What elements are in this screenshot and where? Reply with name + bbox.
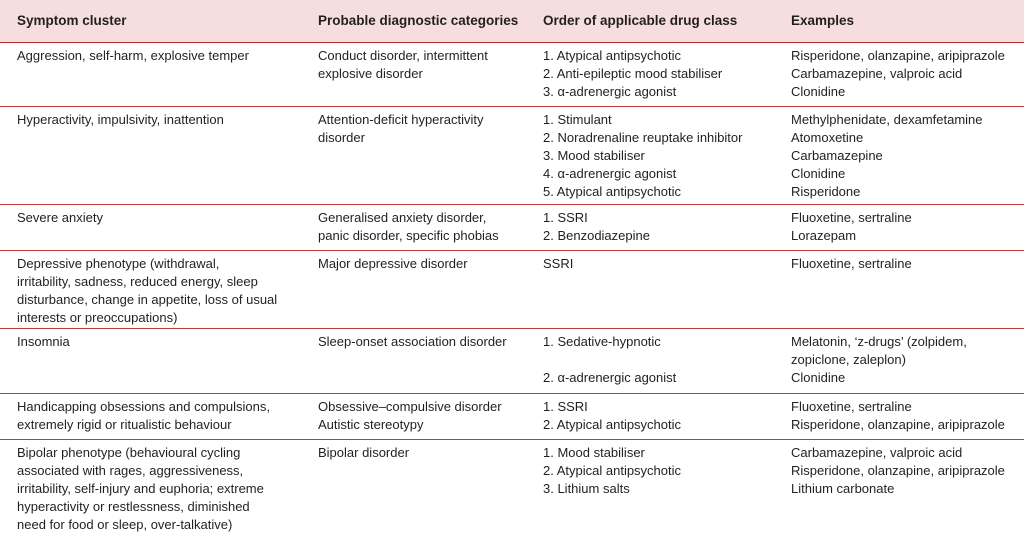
cell-line: Risperidone, olanzapine, aripiprazole: [791, 47, 1018, 65]
cell-line: Clonidine: [791, 165, 1018, 183]
diagnosis-cell: [301, 43, 526, 107]
cell-line: 1. Stimulant: [543, 111, 768, 129]
cell-line: need for food or sleep, over-talkative): [17, 516, 295, 534]
cell-line: disorder: [318, 129, 520, 147]
cell-line: 3. Lithium salts: [543, 480, 768, 498]
cell-line: 1. SSRI: [543, 398, 768, 416]
cell-line: irritability, self-injury and euphoria; extreme: [17, 480, 295, 498]
cell-line: Attention-deficit hyperactivity: [318, 111, 520, 129]
examples-cell: [774, 107, 1024, 205]
cell-line: Methylphenidate, dexamfetamine: [791, 111, 1018, 129]
cell-line: 2. α-adrenergic agonist: [543, 369, 768, 387]
examples-cell: [774, 440, 1024, 538]
cell-line: Severe anxiety: [17, 209, 295, 227]
cell-line: 2. Atypical antipsychotic: [543, 416, 768, 434]
drug-class-cell: [526, 43, 774, 107]
header-symptom-cluster: Symptom cluster: [0, 0, 301, 43]
table-row: [0, 394, 1024, 440]
table-row: [0, 43, 1024, 107]
symptom-cell: [0, 107, 301, 205]
cell-line: 3. Mood stabiliser: [543, 147, 768, 165]
cell-line: irritability, sadness, reduced energy, sleep: [17, 273, 295, 291]
line-spacer: [543, 351, 768, 369]
table-row: [0, 107, 1024, 205]
cell-line: Autistic stereotypy: [318, 416, 520, 434]
cell-line: associated with rages, aggressiveness,: [17, 462, 295, 480]
cell-line: 1. SSRI: [543, 209, 768, 227]
cell-line: Depressive phenotype (withdrawal,: [17, 255, 295, 273]
cell-line: Risperidone: [791, 183, 1018, 201]
examples-cell: [774, 43, 1024, 107]
cell-line: Generalised anxiety disorder,: [318, 209, 520, 227]
cell-line: 2. Anti-epileptic mood stabiliser: [543, 65, 768, 83]
drug-class-cell: [526, 205, 774, 251]
drug-class-cell: [526, 107, 774, 205]
cell-line: Carbamazepine, valproic acid: [791, 65, 1018, 83]
cell-line: Bipolar phenotype (behavioural cycling: [17, 444, 295, 462]
examples-cell: [774, 329, 1024, 394]
diagnosis-cell: [301, 440, 526, 538]
header-drug-class: Order of applicable drug class: [526, 0, 774, 43]
cell-line: extremely rigid or ritualistic behaviour: [17, 416, 295, 434]
cell-line: 5. Atypical antipsychotic: [543, 183, 768, 201]
header-diagnostic-categories: Probable diagnostic categories: [301, 0, 526, 43]
cell-line: Risperidone, olanzapine, aripiprazole: [791, 416, 1018, 434]
cell-line: 1. Mood stabiliser: [543, 444, 768, 462]
header-examples: Examples: [774, 0, 1024, 43]
diagnosis-cell: [301, 107, 526, 205]
table-row: [0, 205, 1024, 251]
table-row: [0, 251, 1024, 329]
drug-class-cell: [526, 329, 774, 394]
cell-line: Aggression, self-harm, explosive temper: [17, 47, 295, 65]
examples-cell: [774, 394, 1024, 440]
symptom-cell: [0, 440, 301, 538]
symptom-cell: [0, 251, 301, 329]
cell-line: interests or preoccupations): [17, 309, 295, 327]
cell-line: Carbamazepine: [791, 147, 1018, 165]
cell-line: 2. Atypical antipsychotic: [543, 462, 768, 480]
symptom-cell: [0, 43, 301, 107]
cell-line: Clonidine: [791, 83, 1018, 101]
cell-line: hyperactivity or restlessness, diminished: [17, 498, 295, 516]
diagnosis-cell: [301, 394, 526, 440]
drug-class-cell: [526, 394, 774, 440]
header-row: [0, 0, 1024, 43]
symptom-cell: [0, 394, 301, 440]
table-body: [0, 43, 1024, 538]
examples-cell: [774, 251, 1024, 329]
cell-line: Clonidine: [791, 369, 1018, 387]
table-header: [0, 0, 1024, 43]
cell-line: Carbamazepine, valproic acid: [791, 444, 1018, 462]
cell-line: Fluoxetine, sertraline: [791, 255, 1018, 273]
cell-line: 2. Benzodiazepine: [543, 227, 768, 245]
cell-line: Risperidone, olanzapine, aripiprazole: [791, 462, 1018, 480]
examples-cell: [774, 205, 1024, 251]
cell-line: Fluoxetine, sertraline: [791, 209, 1018, 227]
cell-line: 2. Noradrenaline reuptake inhibitor: [543, 129, 768, 147]
cell-line: explosive disorder: [318, 65, 520, 83]
cell-line: disturbance, change in appetite, loss of usual: [17, 291, 295, 309]
cell-line: Handicapping obsessions and compulsions,: [17, 398, 295, 416]
cell-line: SSRI: [543, 255, 768, 273]
symptom-cell: [0, 329, 301, 394]
cell-line: zopiclone, zaleplon): [791, 351, 1018, 369]
symptom-cell: [0, 205, 301, 251]
cell-line: Fluoxetine, sertraline: [791, 398, 1018, 416]
cell-line: Hyperactivity, impulsivity, inattention: [17, 111, 295, 129]
cell-line: Bipolar disorder: [318, 444, 520, 462]
cell-line: Sleep-onset association disorder: [318, 333, 520, 351]
table-row: [0, 440, 1024, 538]
cell-line: 3. α-adrenergic agonist: [543, 83, 768, 101]
cell-line: Lithium carbonate: [791, 480, 1018, 498]
cell-line: 1. Atypical antipsychotic: [543, 47, 768, 65]
cell-line: Major depressive disorder: [318, 255, 520, 273]
diagnosis-cell: [301, 205, 526, 251]
diagnosis-cell: [301, 251, 526, 329]
drug-class-cell: [526, 440, 774, 538]
cell-line: Lorazepam: [791, 227, 1018, 245]
cell-line: 1. Sedative-hypnotic: [543, 333, 768, 351]
cell-line: Insomnia: [17, 333, 295, 351]
cell-line: panic disorder, specific phobias: [318, 227, 520, 245]
cell-line: Melatonin, ‘z-drugs’ (zolpidem,: [791, 333, 1018, 351]
cell-line: Atomoxetine: [791, 129, 1018, 147]
drug-class-cell: [526, 251, 774, 329]
cell-line: Obsessive–compulsive disorder: [318, 398, 520, 416]
cell-line: Conduct disorder, intermittent: [318, 47, 520, 65]
diagnosis-cell: [301, 329, 526, 394]
cell-line: 4. α-adrenergic agonist: [543, 165, 768, 183]
table-row: [0, 329, 1024, 394]
